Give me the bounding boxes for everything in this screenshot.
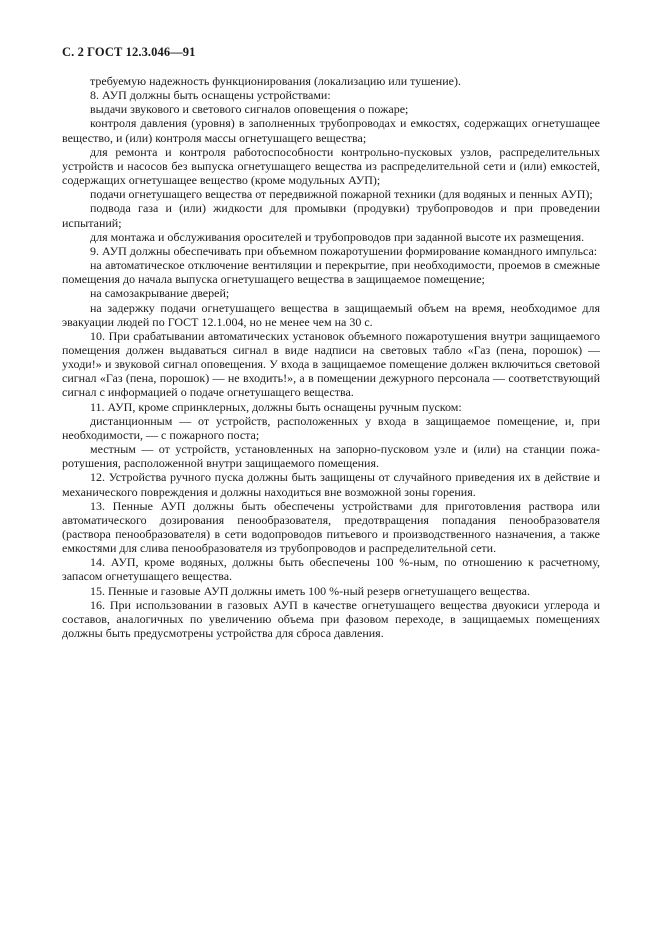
paragraph: для ремонта и контроля работоспособности контрольно-пусковых узлов, распределительных устройств и насосов без выпуска огнетушащего вещества из распределительной сети и (или) емкостей, содержащих огнетушащее вещество (кроме модульных АУП); <box>62 144 600 188</box>
paragraph: 12. Устройства ручного пуска должны быть защищены от случайного приведения их в действие и механического повреждения и должны находиться вне возможной зоны горения. <box>62 470 600 499</box>
paragraph: для монтажа и обслуживания оросителей и трубопроводов при заданной высоте их размещения. <box>90 229 585 244</box>
paragraph: 15. Пенные и газовые АУП должны иметь 100 %-ный резерв огнетушащего вещества. <box>90 583 530 598</box>
paragraph: 13. Пенные АУП должны быть обеспечены устройствами для приготовления раствора или автоматического дозирования пенообразователя, предотвращения попадания пенообразователя (раствора пенообразователя) в сети водопроводов питьевого и производственного назначения, а также емкостями для слива пенообразователя из трубопроводов и распределительной сети. <box>62 498 600 556</box>
paragraph: контроля давления (уровня) в заполненных трубопроводах и емкостях, содержащих огнетушащее вещество, и (или) контроля массы огнетушащего вещества; <box>62 116 600 145</box>
paragraph: на самозакрывание дверей; <box>90 286 230 301</box>
paragraph: на задержку подачи огнетушащего вещества в защищаемый объем на время, необходимое для эвакуации людей по ГОСТ 12.1.004, но не менее чем на 30 с. <box>62 300 600 329</box>
page-header: С. 2 ГОСТ 12.3.046—91 <box>62 45 196 59</box>
paragraph: 16. При использовании в газовых АУП в качестве огнетушащего вещества двуокиси углерода и составов, аналогичных по увеличению объема при фазовом переходе, в защищаемых помещениях должны быть предусмотрены устройства для сброса давления. <box>62 597 600 641</box>
paragraph: требуемую надежность функционирования (локализацию или тушение). <box>90 74 461 88</box>
paragraph: 10. При срабатывании автоматических установок объемного пожаротушения внутри защищаемого помещения должен выдаваться сигнал в виде надписи на световых табло «Газ (пена, порошок) — уходи!» и звуковой сигнал оповещения. У входа в защищаемое помещение должен включиться световой сигнал «Газ (пена, порошок) — не входить!», а в помещении дежурного персонала — соответствующий сигнал с информацией о подаче огнетушащего вещества. <box>62 328 600 400</box>
paragraph: местным — от устройств, установленных на запорно-пусковом узле и (или) на станции пожаротушения, расположенной внутри защищаемого помещения. <box>62 442 600 471</box>
paragraph: 14. АУП, кроме водяных, должны быть обеспечены 100 %-ным, по отношению к расчетному, запасом огнетушащего вещества. <box>62 555 600 584</box>
paragraph: на автоматическое отключение вентиляции и перекрытие, при необходимости, проемов в смежные помещения до начала выпуска огнетушащего вещества в защищаемое помещение; <box>62 258 600 287</box>
paragraph: подвода газа и (или) жидкости для промывки (продувки) трубопроводов и при проведении испытаний; <box>62 201 600 230</box>
paragraph: 11. АУП, кроме спринклерных, должны быть оснащены ручным пуском: <box>90 399 462 414</box>
paragraph: выдачи звукового и светового сигналов оповещения о пожаре; <box>90 102 409 117</box>
paragraph: подачи огнетушащего вещества от передвижной пожарной техники (для водяных и пенных АУП); <box>90 187 593 202</box>
paragraph: дистанционным — от устройств, расположенных у входа в защищаемое помещение, и, при необходимости, — с пожарного поста; <box>62 413 600 442</box>
document-body <box>62 74 600 640</box>
paragraph: 8. АУП должны быть оснащены устройствами: <box>90 88 331 103</box>
paragraph: 9. АУП должны обеспечивать при объемном пожаротушении формирование командного импульса: <box>90 243 598 258</box>
